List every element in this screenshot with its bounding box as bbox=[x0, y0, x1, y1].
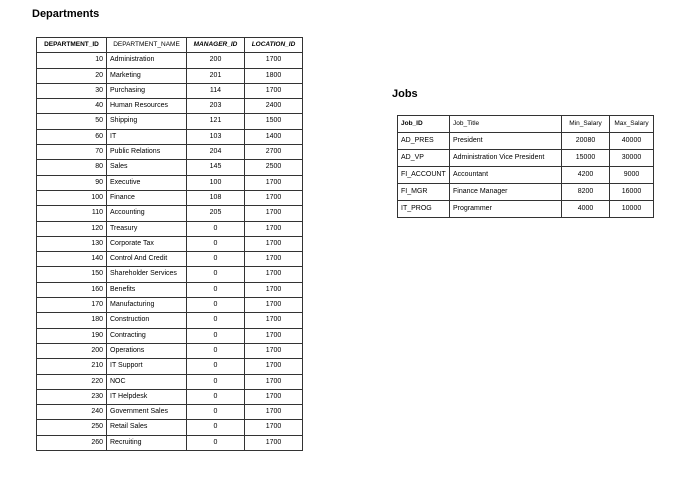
department-id-cell: 160 bbox=[37, 282, 107, 297]
table-row bbox=[37, 252, 303, 267]
department-name-cell: Public Relations bbox=[107, 145, 187, 160]
department-id-cell: 50 bbox=[37, 114, 107, 129]
department-id-cell: 110 bbox=[37, 206, 107, 221]
manager-id-cell: 0 bbox=[187, 389, 245, 404]
location-id-cell: 1700 bbox=[245, 298, 303, 313]
table-row bbox=[37, 405, 303, 420]
department-id-cell: 60 bbox=[37, 129, 107, 144]
department-id-cell: 140 bbox=[37, 252, 107, 267]
department-name-cell: Shareholder Services bbox=[107, 267, 187, 282]
manager-id-cell: 103 bbox=[187, 129, 245, 144]
location-id-cell: 1700 bbox=[245, 313, 303, 328]
departments-title: Departments bbox=[32, 8, 100, 20]
min-salary-cell: 8200 bbox=[562, 184, 610, 201]
table-row bbox=[398, 133, 654, 150]
table-row bbox=[37, 221, 303, 236]
department-id-cell: 100 bbox=[37, 190, 107, 205]
manager-id-cell: 121 bbox=[187, 114, 245, 129]
location-id-cell: 1700 bbox=[245, 236, 303, 251]
job-id-cell: FI_ACCOUNT bbox=[398, 167, 450, 184]
location-id-cell: 1700 bbox=[245, 405, 303, 420]
department-name-cell: Executive bbox=[107, 175, 187, 190]
department-id-cell: 220 bbox=[37, 374, 107, 389]
table-row bbox=[37, 420, 303, 435]
job-title-cell: President bbox=[450, 133, 562, 150]
job-id-cell: AD_PRES bbox=[398, 133, 450, 150]
manager-id-cell: 100 bbox=[187, 175, 245, 190]
department-id-cell: 130 bbox=[37, 236, 107, 251]
location-id-cell: 1700 bbox=[245, 282, 303, 297]
table-row bbox=[37, 114, 303, 129]
table-row bbox=[37, 175, 303, 190]
department-name-cell: Administration bbox=[107, 53, 187, 68]
max-salary-cell: 9000 bbox=[610, 167, 654, 184]
job-title-cell: Administration Vice President bbox=[450, 150, 562, 167]
location-id-cell: 1700 bbox=[245, 221, 303, 236]
manager-id-cell: 204 bbox=[187, 145, 245, 160]
department-name-cell: Recruiting bbox=[107, 435, 187, 450]
manager-id-cell: 108 bbox=[187, 190, 245, 205]
manager-id-cell: 203 bbox=[187, 99, 245, 114]
department-name-cell: NOC bbox=[107, 374, 187, 389]
department-name-cell: Contracting bbox=[107, 328, 187, 343]
header-job-title: Job_Title bbox=[450, 116, 562, 133]
table-row bbox=[37, 83, 303, 98]
header-department-id: DEPARTMENT_ID bbox=[37, 38, 107, 53]
jobs-table bbox=[397, 115, 654, 218]
department-id-cell: 20 bbox=[37, 68, 107, 83]
location-id-cell: 1700 bbox=[245, 389, 303, 404]
location-id-cell: 1700 bbox=[245, 53, 303, 68]
location-id-cell: 1700 bbox=[245, 252, 303, 267]
table-row bbox=[37, 328, 303, 343]
location-id-cell: 2400 bbox=[245, 99, 303, 114]
location-id-cell: 1700 bbox=[245, 83, 303, 98]
department-id-cell: 120 bbox=[37, 221, 107, 236]
departments-header-row bbox=[37, 38, 303, 53]
department-id-cell: 30 bbox=[37, 83, 107, 98]
table-row bbox=[37, 282, 303, 297]
department-name-cell: Manufacturing bbox=[107, 298, 187, 313]
manager-id-cell: 0 bbox=[187, 328, 245, 343]
department-id-cell: 10 bbox=[37, 53, 107, 68]
location-id-cell: 1700 bbox=[245, 374, 303, 389]
location-id-cell: 1800 bbox=[245, 68, 303, 83]
department-name-cell: IT Helpdesk bbox=[107, 389, 187, 404]
department-id-cell: 150 bbox=[37, 267, 107, 282]
location-id-cell: 2500 bbox=[245, 160, 303, 175]
department-name-cell: Control And Credit bbox=[107, 252, 187, 267]
jobs-title: Jobs bbox=[392, 88, 418, 100]
department-id-cell: 90 bbox=[37, 175, 107, 190]
table-row bbox=[37, 160, 303, 175]
min-salary-cell: 4200 bbox=[562, 167, 610, 184]
table-row bbox=[398, 150, 654, 167]
location-id-cell: 1700 bbox=[245, 359, 303, 374]
manager-id-cell: 145 bbox=[187, 160, 245, 175]
max-salary-cell: 16000 bbox=[610, 184, 654, 201]
manager-id-cell: 0 bbox=[187, 252, 245, 267]
manager-id-cell: 0 bbox=[187, 420, 245, 435]
department-name-cell: Accounting bbox=[107, 206, 187, 221]
manager-id-cell: 0 bbox=[187, 313, 245, 328]
department-name-cell: Finance bbox=[107, 190, 187, 205]
location-id-cell: 2700 bbox=[245, 145, 303, 160]
manager-id-cell: 205 bbox=[187, 206, 245, 221]
header-manager-id: MANAGER_ID bbox=[187, 38, 245, 53]
department-id-cell: 250 bbox=[37, 420, 107, 435]
table-row bbox=[398, 167, 654, 184]
department-name-cell: Marketing bbox=[107, 68, 187, 83]
location-id-cell: 1400 bbox=[245, 129, 303, 144]
departments-body bbox=[37, 53, 303, 451]
department-id-cell: 210 bbox=[37, 359, 107, 374]
department-id-cell: 230 bbox=[37, 389, 107, 404]
department-name-cell: IT bbox=[107, 129, 187, 144]
location-id-cell: 1700 bbox=[245, 175, 303, 190]
department-id-cell: 180 bbox=[37, 313, 107, 328]
table-row bbox=[37, 374, 303, 389]
manager-id-cell: 0 bbox=[187, 343, 245, 358]
department-id-cell: 80 bbox=[37, 160, 107, 175]
department-name-cell: Treasury bbox=[107, 221, 187, 236]
max-salary-cell: 30000 bbox=[610, 150, 654, 167]
table-row bbox=[37, 359, 303, 374]
location-id-cell: 1700 bbox=[245, 343, 303, 358]
manager-id-cell: 0 bbox=[187, 405, 245, 420]
manager-id-cell: 0 bbox=[187, 282, 245, 297]
table-row bbox=[37, 53, 303, 68]
header-department-name: DEPARTMENT_NAME bbox=[107, 38, 187, 53]
manager-id-cell: 0 bbox=[187, 298, 245, 313]
department-name-cell: IT Support bbox=[107, 359, 187, 374]
departments-table bbox=[36, 37, 303, 451]
table-row bbox=[37, 206, 303, 221]
table-row bbox=[37, 145, 303, 160]
manager-id-cell: 0 bbox=[187, 221, 245, 236]
table-row bbox=[37, 389, 303, 404]
job-title-cell: Programmer bbox=[450, 201, 562, 218]
table-row bbox=[37, 68, 303, 83]
department-name-cell: Shipping bbox=[107, 114, 187, 129]
department-id-cell: 260 bbox=[37, 435, 107, 450]
table-row bbox=[37, 343, 303, 358]
table-row bbox=[37, 298, 303, 313]
department-name-cell: Construction bbox=[107, 313, 187, 328]
job-id-cell: FI_MGR bbox=[398, 184, 450, 201]
table-row bbox=[37, 267, 303, 282]
department-name-cell: Sales bbox=[107, 160, 187, 175]
department-id-cell: 240 bbox=[37, 405, 107, 420]
location-id-cell: 1700 bbox=[245, 420, 303, 435]
location-id-cell: 1500 bbox=[245, 114, 303, 129]
min-salary-cell: 20080 bbox=[562, 133, 610, 150]
department-id-cell: 70 bbox=[37, 145, 107, 160]
manager-id-cell: 0 bbox=[187, 374, 245, 389]
table-row bbox=[398, 201, 654, 218]
job-id-cell: AD_VP bbox=[398, 150, 450, 167]
table-row bbox=[37, 190, 303, 205]
department-name-cell: Government Sales bbox=[107, 405, 187, 420]
job-title-cell: Accountant bbox=[450, 167, 562, 184]
department-name-cell: Human Resources bbox=[107, 99, 187, 114]
header-location-id: LOCATION_ID bbox=[245, 38, 303, 53]
table-row bbox=[37, 313, 303, 328]
department-id-cell: 170 bbox=[37, 298, 107, 313]
manager-id-cell: 0 bbox=[187, 267, 245, 282]
max-salary-cell: 10000 bbox=[610, 201, 654, 218]
department-name-cell: Operations bbox=[107, 343, 187, 358]
table-row bbox=[37, 435, 303, 450]
header-max-salary: Max_Salary bbox=[610, 116, 654, 133]
header-job-id: Job_ID bbox=[398, 116, 450, 133]
department-name-cell: Corporate Tax bbox=[107, 236, 187, 251]
location-id-cell: 1700 bbox=[245, 435, 303, 450]
manager-id-cell: 0 bbox=[187, 435, 245, 450]
table-row bbox=[398, 184, 654, 201]
min-salary-cell: 4000 bbox=[562, 201, 610, 218]
location-id-cell: 1700 bbox=[245, 267, 303, 282]
department-id-cell: 200 bbox=[37, 343, 107, 358]
table-row bbox=[37, 129, 303, 144]
manager-id-cell: 0 bbox=[187, 359, 245, 374]
job-id-cell: IT_PROG bbox=[398, 201, 450, 218]
table-row bbox=[37, 236, 303, 251]
job-title-cell: Finance Manager bbox=[450, 184, 562, 201]
department-id-cell: 190 bbox=[37, 328, 107, 343]
location-id-cell: 1700 bbox=[245, 190, 303, 205]
manager-id-cell: 114 bbox=[187, 83, 245, 98]
department-name-cell: Retail Sales bbox=[107, 420, 187, 435]
min-salary-cell: 15000 bbox=[562, 150, 610, 167]
manager-id-cell: 200 bbox=[187, 53, 245, 68]
jobs-header-row bbox=[398, 116, 654, 133]
location-id-cell: 1700 bbox=[245, 206, 303, 221]
location-id-cell: 1700 bbox=[245, 328, 303, 343]
jobs-body bbox=[398, 133, 654, 218]
department-name-cell: Benefits bbox=[107, 282, 187, 297]
max-salary-cell: 40000 bbox=[610, 133, 654, 150]
header-min-salary: Min_Salary bbox=[562, 116, 610, 133]
table-row bbox=[37, 99, 303, 114]
department-name-cell: Purchasing bbox=[107, 83, 187, 98]
manager-id-cell: 0 bbox=[187, 236, 245, 251]
department-id-cell: 40 bbox=[37, 99, 107, 114]
manager-id-cell: 201 bbox=[187, 68, 245, 83]
